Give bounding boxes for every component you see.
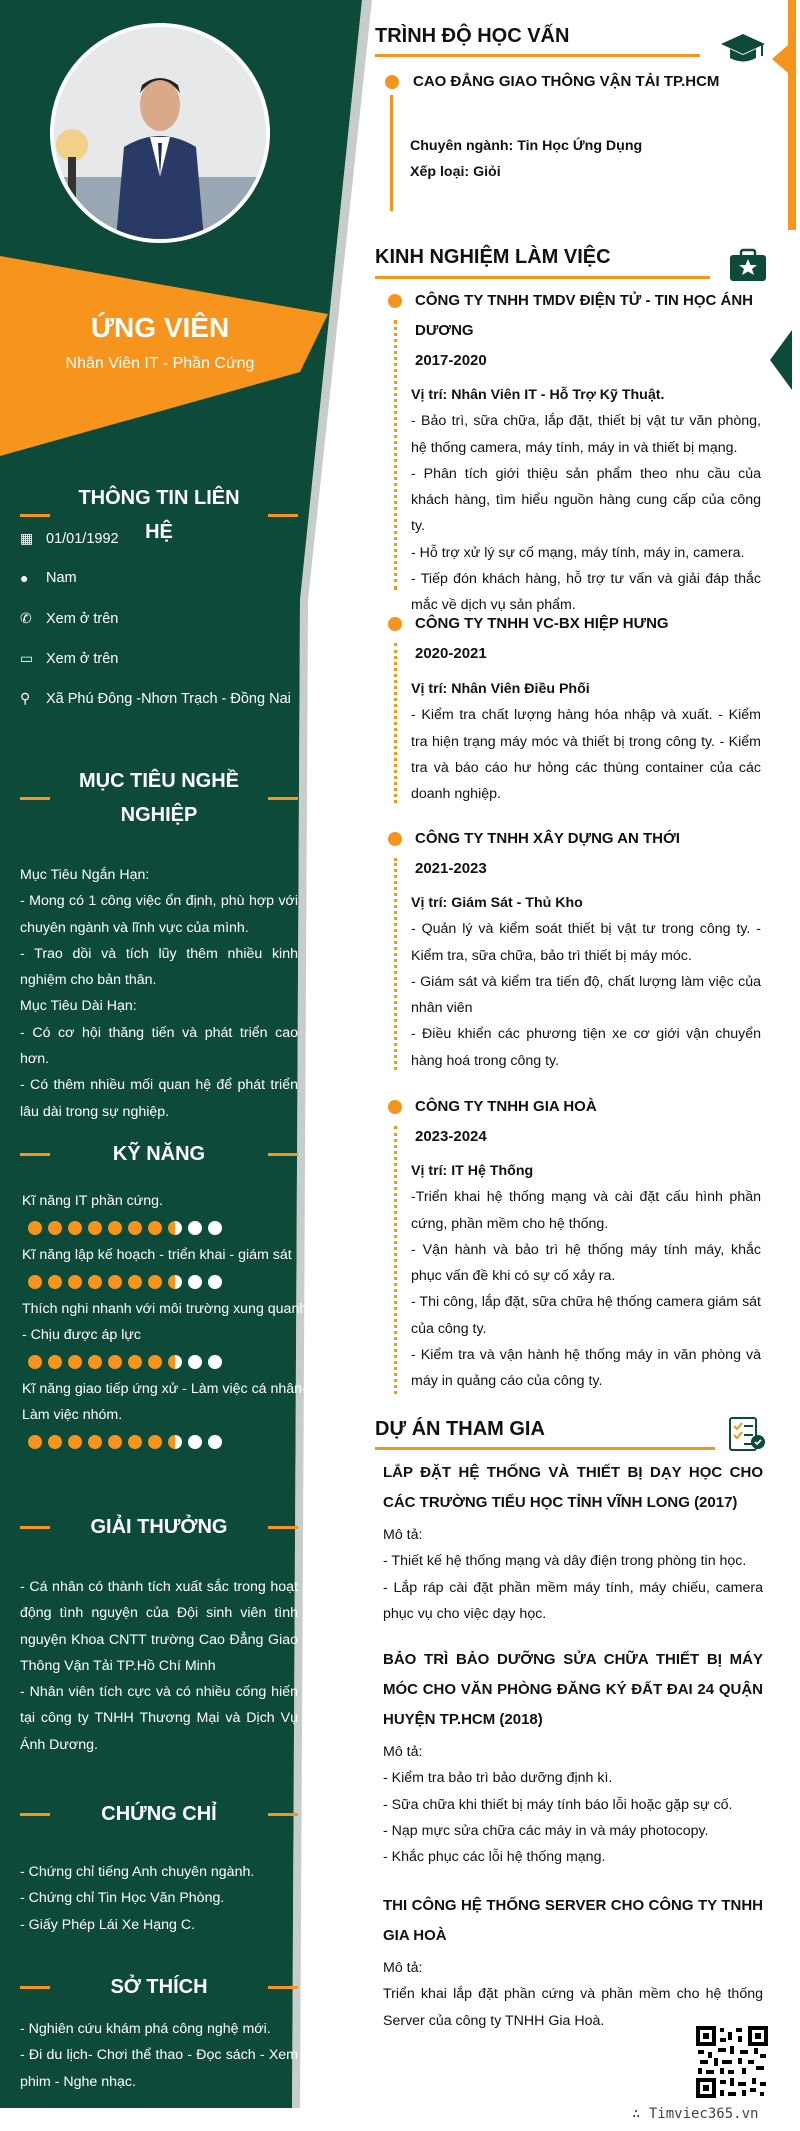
skill-rating [28, 1355, 222, 1369]
rating-dot [148, 1435, 162, 1449]
rating-dot [48, 1355, 62, 1369]
rating-dot [88, 1221, 102, 1235]
rating-dot [188, 1435, 202, 1449]
project-title: THI CÔNG HỆ THỐNG SERVER CHO CÔNG TY TNHH GIA HOÀ [383, 1897, 763, 1944]
rating-dot [148, 1355, 162, 1369]
experience-heading: KINH NGHIỆM LÀM VIỆC [375, 246, 611, 268]
contact-phone: ✆ Xem ở trên [20, 610, 119, 627]
calendar-icon: ▦ [20, 530, 34, 546]
contact-gender: ● Nam [20, 570, 77, 586]
rating-dot [188, 1275, 202, 1289]
skill-rating [28, 1275, 222, 1289]
project-title: LẮP ĐẶT HỆ THỐNG VÀ THIẾT BỊ DẠY HỌC CHO CÁC TRƯỜNG TIỂU HỌC TỈNH VĨNH LONG (2017) [383, 1464, 763, 1511]
rating-dot [148, 1221, 162, 1235]
skill-label: Kĩ năng IT phần cứng. [22, 1193, 163, 1209]
project-item: LẮP ĐẶT HỆ THỐNG VÀ THIẾT BỊ DẠY HỌC CHO CÁC TRƯỜNG TIỂU HỌC TỈNH VĨNH LONG (2017) Mô tả: - Thiết kế hệ thống mạng và dây điện trong phòng tin học. - Lắp ráp cài đặt phần mềm máy tính, máy chiếu, camera phục vụ cho việc dạy học. [383, 1458, 763, 1627]
rating-dot [88, 1355, 102, 1369]
email-icon: ▭ [20, 650, 34, 666]
candidate-title: Nhân Viên IT - Phần Cứng [65, 355, 255, 372]
timeline-bullet [385, 75, 399, 89]
contact-heading: THÔNG TIN LIÊN HỆ [20, 481, 298, 549]
rating-dot [208, 1221, 222, 1235]
rating-dot [88, 1275, 102, 1289]
right-accent-triangle [772, 45, 788, 73]
job-details: Vị trí: Giám Sát - Thủ Kho - Quản lý và kiểm soát thiết bị vật tư trong công ty. - Kiểm tra, sữa chữa, bảo trì thiết bị máy móc. - Giám sát và kiểm tra tiến độ, chất lượng làm việc của nhân viên - Điều khiển các phương tiện xe cơ giới vận chuyển hàng hoá trong công ty. [411, 895, 761, 1069]
heading-underline [375, 276, 710, 279]
project-item: THI CÔNG HỆ THỐNG SERVER CHO CÔNG TY TNHH GIA HOÀ Mô tả: Triển khai lắp đặt phần cứng và phần mềm cho hệ thống Server của công ty TNHH Gia Hoà. [383, 1891, 763, 2034]
gender-icon: ● [20, 570, 29, 586]
rating-dot [108, 1435, 122, 1449]
right-green-triangle [770, 330, 792, 390]
rating-dot [168, 1355, 182, 1369]
rating-dot [128, 1221, 142, 1235]
job-company: CÔNG TY TNHH GIA HOÀ 2023-2024 [415, 1098, 597, 1145]
location-icon: ⚲ [20, 690, 31, 706]
job-details: Vị trí: IT Hệ Thống -Triển khai hệ thống mạng và cài đặt cấu hình phần cứng, phần mềm cho hệ thống. - Vận hành và bảo trì hệ thống máy tính máy, khắc phục vấn đề khi có sự cố xảy ra. - Thi công, lắp đặt, sữa chữa hệ thống camera giám sát của công ty. - Kiểm tra và vận hành hệ thống máy in văn phòng và máy in quảng cáo của công ty. [411, 1163, 761, 1390]
rating-dot [208, 1355, 222, 1369]
timeline-bullet [388, 294, 402, 308]
rating-dot [28, 1435, 42, 1449]
objective-text: Mục Tiêu Ngắn Hạn: - Mong có 1 công việc ổn định, phù hợp với chuyên ngành và lĩnh vực của mình. - Trao dồi và tích lũy thêm nhiều kinh nghiệm cho bản thân. Mục Tiêu Dài Hạn: - Có cơ hội thăng tiến và phát triển cao hơn. - Có thêm nhiều mối quan hệ để phát triển lâu dài trong sự nghiệp. [20, 867, 298, 1120]
rating-dot [148, 1275, 162, 1289]
heading-dash [20, 1153, 50, 1156]
right-accent-bar [788, 0, 796, 230]
candidate-name: ỨNG VIÊN [90, 312, 230, 343]
person-photo-icon [54, 27, 266, 239]
contact-address: ⚲ Xã Phú Đông -Nhơn Trạch - Đồng Nai [20, 690, 291, 707]
briefcase-star-icon [728, 248, 768, 282]
contact-email: ▭ Xem ở trên [20, 650, 119, 667]
rating-dot [128, 1435, 142, 1449]
heading-dash [20, 1813, 50, 1816]
job-company: CÔNG TY TNHH TMDV ĐIỆN TỬ - TIN HỌC ÁNH DƯƠNG 2017-2020 [415, 292, 753, 369]
skill-rating [28, 1221, 222, 1235]
heading-underline [375, 1447, 715, 1450]
rating-dot [128, 1355, 142, 1369]
rating-dot [68, 1221, 82, 1235]
phone-icon: ✆ [20, 610, 32, 626]
heading-dash [268, 514, 298, 517]
objective-heading: MỤC TIÊU NGHỀ NGHIỆP [20, 764, 298, 832]
education-rank: Xếp loại: Giỏi [410, 164, 501, 180]
rating-dot [168, 1435, 182, 1449]
rating-dot [68, 1275, 82, 1289]
rating-dot [128, 1275, 142, 1289]
timeline-line [390, 95, 393, 211]
hobbies-heading: SỞ THÍCH [20, 1970, 298, 2004]
graduation-cap-icon [720, 32, 766, 66]
rating-dot [48, 1221, 62, 1235]
awards-text: - Cá nhân có thành tích xuất sắc trong hoạt động tình nguyện của Đội sinh viên tình nguyện Khoa CNTT trường Cao Đẳng Giao Thông Vận Tải TP.Hồ Chí Minh - Nhân viên tích cực và có nhiều cống hiến tại công ty TNHH Thương Mại và Dịch Vụ Ánh Dương. [20, 1579, 298, 1753]
timeline-line [394, 858, 397, 1070]
education-heading: TRÌNH ĐỘ HỌC VẤN [375, 25, 570, 47]
rating-dot [68, 1355, 82, 1369]
rating-dot [28, 1275, 42, 1289]
heading-dash [268, 1153, 298, 1156]
rating-dot [88, 1435, 102, 1449]
rating-dot [68, 1435, 82, 1449]
watermark: ∴ Timviec365.vn [632, 2106, 759, 2122]
skill-rating [28, 1435, 222, 1449]
rating-dot [108, 1221, 122, 1235]
heading-dash [268, 797, 298, 800]
heading-underline [375, 54, 700, 57]
skill-label: Kĩ năng lập kế hoạch - triển khai - giám sát [22, 1247, 292, 1263]
heading-dash [20, 514, 50, 517]
hobbies-text: - Nghiên cứu khám phá công nghệ mới. - Đi du lịch- Chơi thể thao - Đọc sách - Xem phim - Nghe nhạc. [20, 2021, 298, 2090]
rating-dot [208, 1275, 222, 1289]
rating-dot [28, 1221, 42, 1235]
certificates-text: - Chứng chỉ tiếng Anh chuyên ngành. - Chứng chỉ Tin Học Văn Phòng. - Giấy Phép Lái Xe Hạng C. [20, 1864, 255, 1933]
heading-dash [268, 1813, 298, 1816]
rating-dot [188, 1221, 202, 1235]
rating-dot [28, 1355, 42, 1369]
rating-dot [48, 1275, 62, 1289]
skill-label: Kĩ năng giao tiếp ứng xử - Làm việc cá nhân-Làm việc nhóm. [22, 1381, 307, 1423]
school-name: CAO ĐẲNG GIAO THÔNG VẬN TẢI TP.HCM [413, 73, 720, 90]
rating-dot [168, 1275, 182, 1289]
avatar [50, 23, 270, 243]
project-title: BẢO TRÌ BẢO DƯỠNG SỬA CHỮA THIẾT BỊ MÁY MÓC CHO VĂN PHÒNG ĐĂNG KÝ ĐẤT ĐAI 24 QUẬN HUYỆN TP.HCM (2018) [383, 1651, 763, 1728]
rating-dot [108, 1275, 122, 1289]
projects-heading: DỰ ÁN THAM GIA [375, 1418, 545, 1440]
awards-heading: GIẢI THƯỞNG [20, 1510, 298, 1544]
timeline-bullet [388, 617, 402, 631]
rating-dot [208, 1435, 222, 1449]
job-details: Vị trí: Nhân Viên Điều Phối - Kiểm tra chất lượng hàng hóa nhập và xuất. - Kiểm tra hiện trạng máy móc và thiết bị trong công ty. - Kiểm tra và báo cáo hư hỏng các thùng container của các doanh nghiệp. [411, 681, 761, 803]
timeline-line [394, 1126, 397, 1394]
rating-dot [48, 1435, 62, 1449]
qr-code-icon[interactable] [696, 2026, 768, 2098]
education-major: Chuyên ngành: Tin Học Ứng Dụng [410, 138, 643, 154]
timeline-line [394, 320, 397, 590]
certificates-heading: CHỨNG CHỈ [20, 1797, 298, 1831]
job-details: Vị trí: Nhân Viên IT - Hỗ Trợ Kỹ Thuật. - Bảo trì, sữa chữa, lắp đặt, thiết bị vật tư văn phòng, hệ thống camera, máy tính, máy in và thiết bị mạng. - Phân tích giới thiệu sản phẩm theo nhu cầu của khách hàng, tìm hiểu nguồn hàng cung cấp của công ty. - Hỗ trợ xử lý sự cố mạng, máy tính, máy in, camera. - Tiếp đón khách hàng, hỗ trợ tư vấn và giải đáp thắc mắc về dịch vụ sản phẩm. [411, 387, 761, 614]
heading-dash [20, 1526, 50, 1529]
project-item: BẢO TRÌ BẢO DƯỠNG SỬA CHỮA THIẾT BỊ MÁY MÓC CHO VĂN PHÒNG ĐĂNG KÝ ĐẤT ĐAI 24 QUẬN HUYỆN TP.HCM (2018) Mô tả: - Kiểm tra bảo trì bảo dưỡng định kì. - Sữa chữa khi thiết bị máy tính báo lỗi hoặc gặp sự cố. - Nạp mực sửa chữa các máy in và máy photocopy. - Khắc phục các lỗi hệ thống mạng. [383, 1645, 763, 1870]
heading-dash [20, 797, 50, 800]
contact-birthday: ▦ 01/01/1992 [20, 530, 119, 547]
rating-dot [108, 1355, 122, 1369]
rating-dot [168, 1221, 182, 1235]
heading-dash [268, 1526, 298, 1529]
job-company: CÔNG TY TNHH VC-BX HIỆP HƯNG 2020-2021 [415, 615, 669, 662]
checklist-icon [726, 1414, 768, 1454]
skills-heading: KỸ NĂNG [20, 1137, 298, 1171]
skill-label: Thích nghi nhanh với môi trường xung quanh - Chịu được áp lực [22, 1301, 308, 1343]
rating-dot [188, 1355, 202, 1369]
timeline-bullet [388, 1100, 402, 1114]
timeline-bullet [388, 832, 402, 846]
timeline-line [394, 643, 397, 803]
heading-dash [20, 1986, 50, 1989]
heading-dash [268, 1986, 298, 1989]
job-company: CÔNG TY TNHH XÂY DỰNG AN THỚI 2021-2023 [415, 830, 680, 877]
